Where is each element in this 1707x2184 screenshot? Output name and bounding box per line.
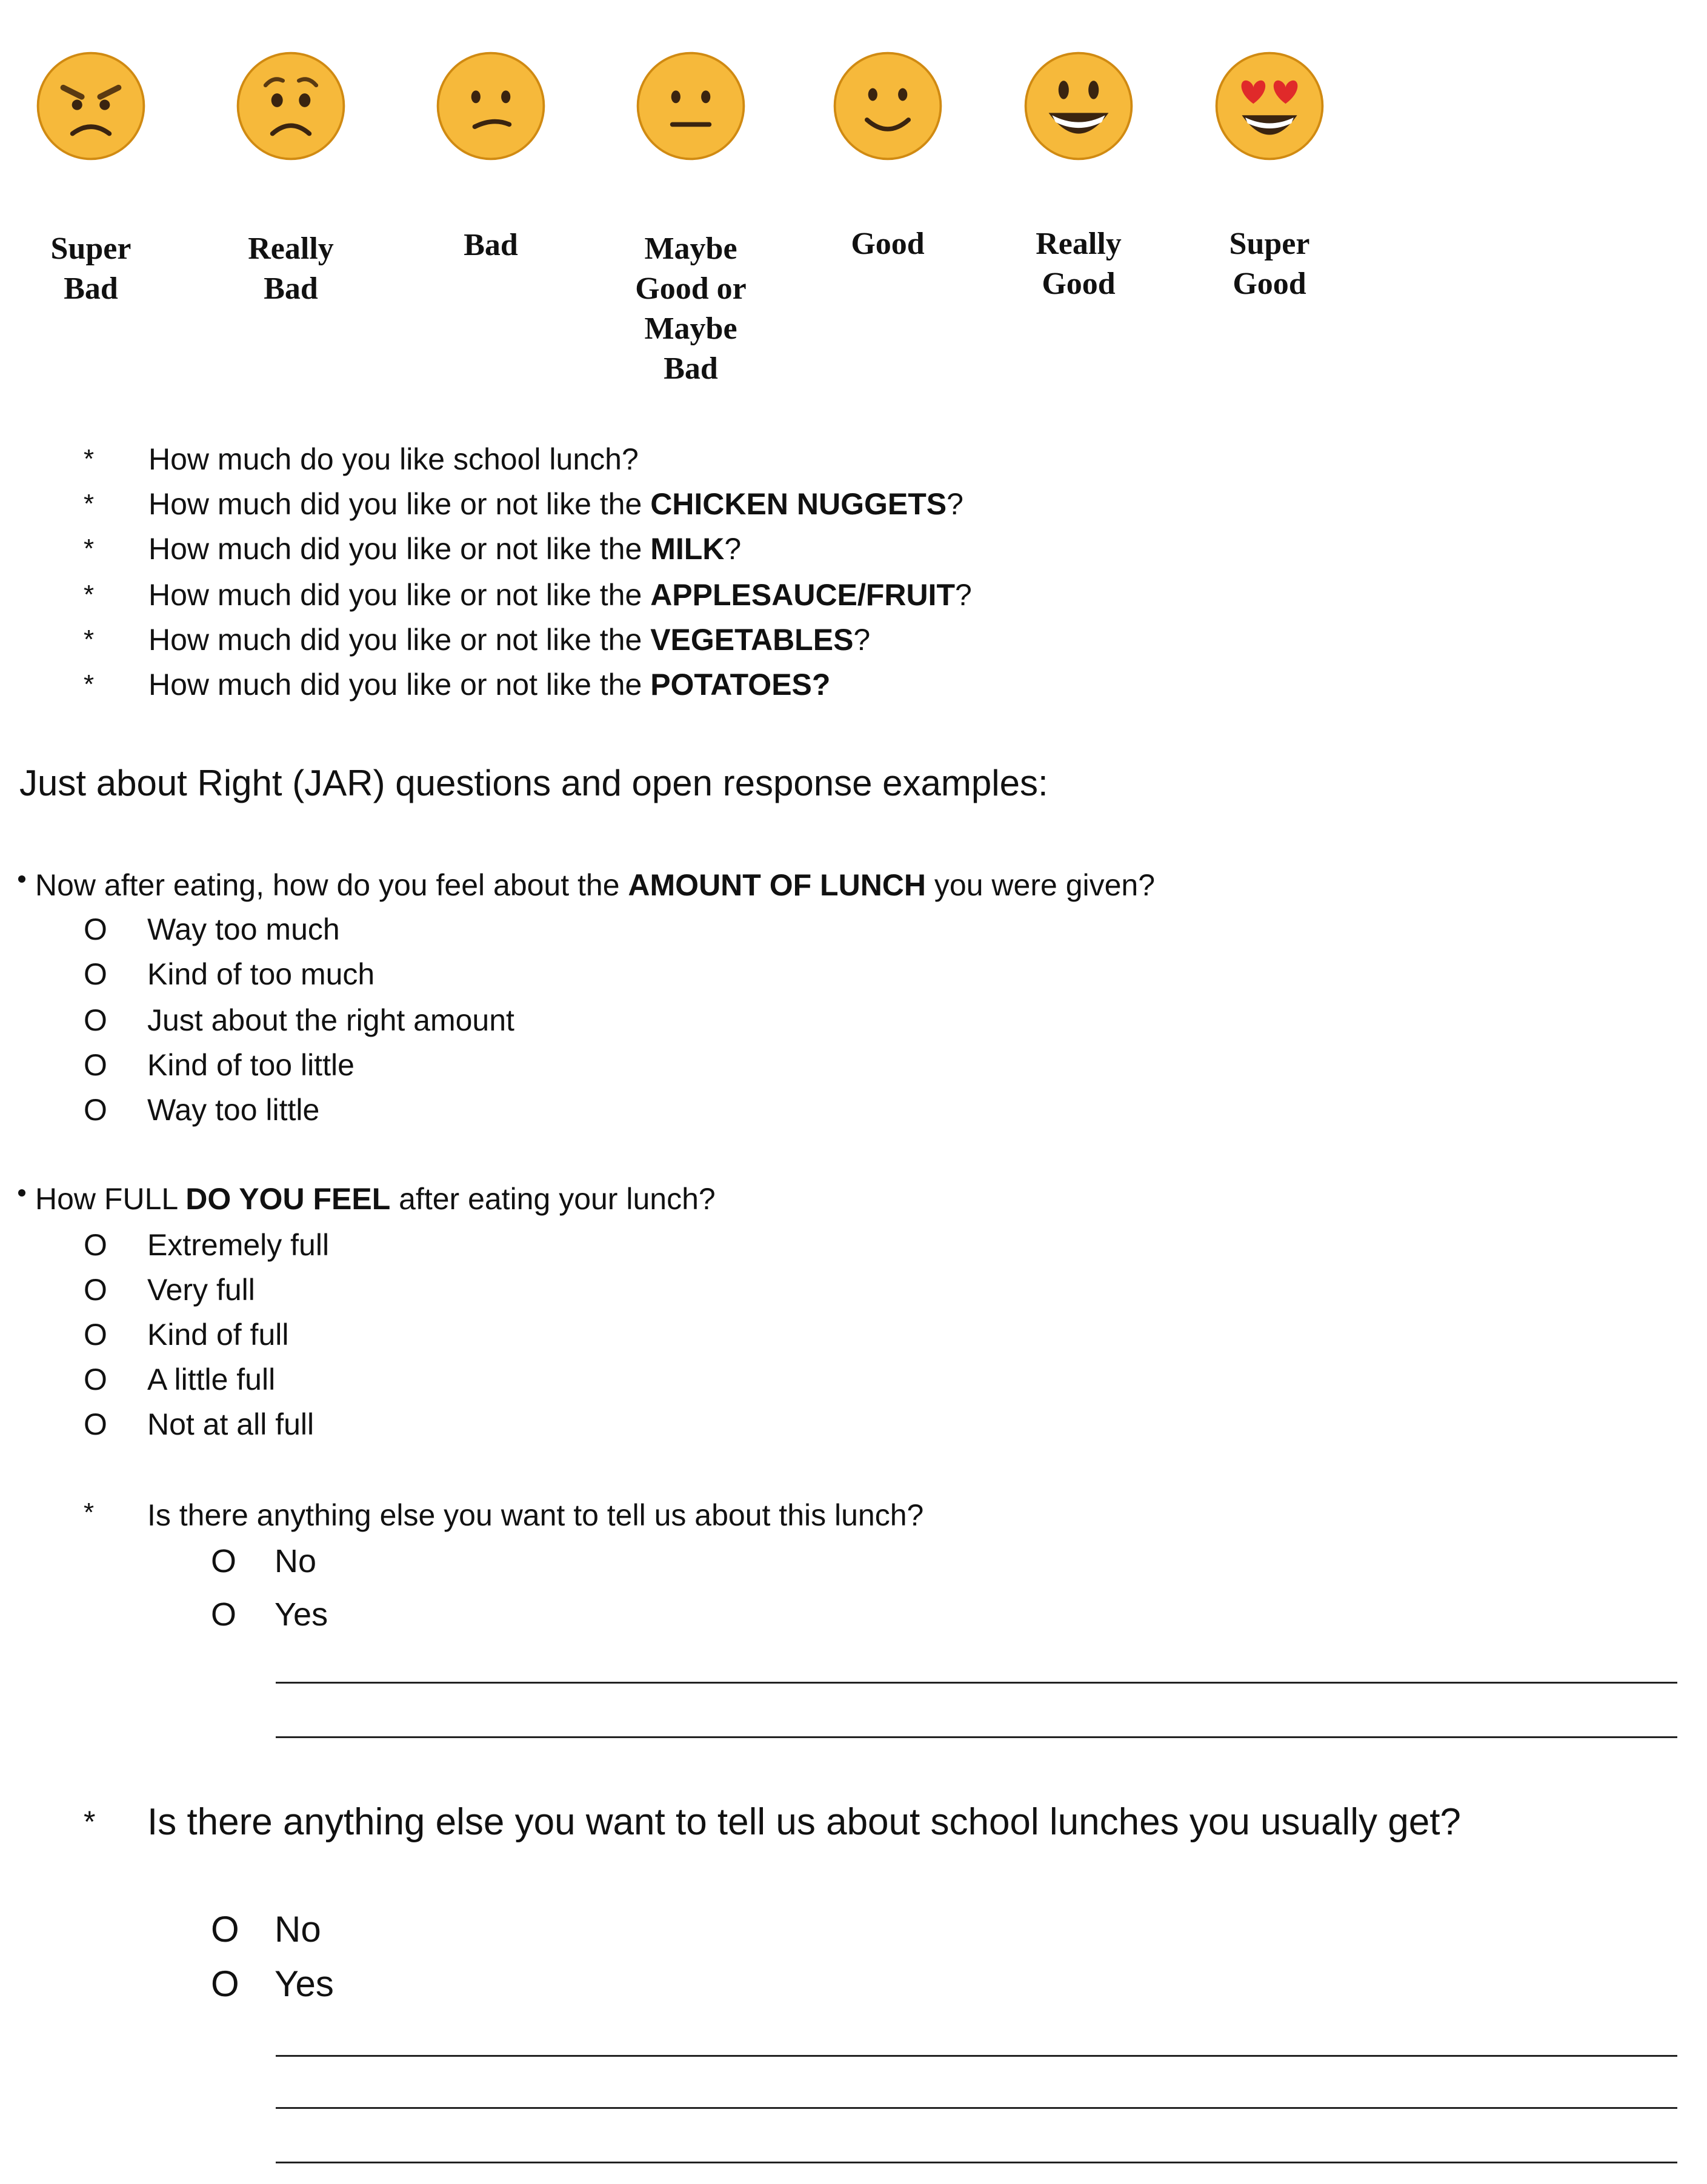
- response-line[interactable]: [276, 2162, 1677, 2163]
- question-item: POTATOES?: [650, 668, 831, 702]
- asterisk-bullet-icon: *: [84, 444, 95, 474]
- asterisk-bullet-icon: *: [84, 1498, 95, 1527]
- face-label: Really Bad: [248, 231, 334, 306]
- option-label: Kind of too little: [147, 1048, 354, 1082]
- face-label: Really Good: [1036, 227, 1122, 301]
- option-label: Way too little: [147, 1093, 320, 1127]
- option-label: Very full: [147, 1273, 255, 1307]
- radio-option-no[interactable]: [211, 1908, 453, 1951]
- question-suffix: ?: [853, 623, 871, 657]
- face-label: Super Good: [1229, 227, 1310, 301]
- radio-circle-icon[interactable]: O: [211, 1909, 239, 1950]
- option-label: No: [275, 1543, 317, 1579]
- question-usual-lunches: [84, 1801, 1659, 1849]
- asterisk-bullet-icon: *: [84, 625, 95, 654]
- question-item: VEGETABLES: [650, 623, 854, 657]
- face-label: Bad: [464, 228, 518, 262]
- radio-option-not-at-all-full[interactable]: [84, 1407, 629, 1443]
- section-title: Just about Right (JAR) questions and open response examples:: [19, 763, 1048, 803]
- question-suffix: after eating your lunch?: [390, 1182, 716, 1216]
- option-label: Extremely full: [147, 1228, 330, 1262]
- radio-circle-icon[interactable]: O: [84, 1363, 107, 1396]
- option-label: Kind of too much: [147, 957, 375, 991]
- radio-option-extremely-full[interactable]: [84, 1227, 629, 1264]
- heart-eyes-face-icon: [1212, 48, 1327, 164]
- radio-option-very-full[interactable]: [84, 1272, 629, 1309]
- option-label: Yes: [275, 1596, 328, 1633]
- option-label: No: [275, 1909, 321, 1950]
- question-suffix: ?: [724, 532, 742, 566]
- option-label: Kind of full: [147, 1318, 289, 1352]
- question-emphasis: DO YOU FEEL: [185, 1182, 391, 1216]
- radio-option-no[interactable]: [211, 1542, 453, 1579]
- radio-circle-icon[interactable]: O: [84, 1273, 107, 1307]
- radio-circle-icon[interactable]: O: [84, 1003, 107, 1037]
- option-label: Way too much: [147, 912, 340, 946]
- response-line[interactable]: [276, 2107, 1677, 2109]
- radio-circle-icon[interactable]: O: [84, 1228, 107, 1262]
- option-label: Yes: [275, 1963, 334, 2004]
- radio-option-kind-of-full[interactable]: [84, 1317, 629, 1353]
- option-label: Not at all full: [147, 1407, 314, 1441]
- radio-option-a-little-full[interactable]: [84, 1362, 629, 1398]
- bullet-dot-icon: [18, 875, 25, 883]
- question-item: MILK: [650, 532, 725, 566]
- question-text: How much did you like or not like the: [148, 668, 651, 702]
- radio-option-way-too-much[interactable]: [84, 912, 629, 948]
- question-text: Is there anything else you want to tell us about school lunches you usually get?: [147, 1801, 1461, 1843]
- face-label: Super Bad: [50, 231, 131, 306]
- face-label: Good: [851, 227, 925, 261]
- question-text: How much did you like or not like the: [148, 487, 651, 521]
- radio-circle-icon[interactable]: O: [84, 1093, 107, 1127]
- radio-circle-icon[interactable]: O: [84, 957, 107, 991]
- radio-option-kind-of-too-little[interactable]: [84, 1047, 629, 1084]
- response-line[interactable]: [276, 2055, 1677, 2057]
- radio-option-way-too-little[interactable]: [84, 1092, 629, 1129]
- asterisk-bullet-icon: *: [84, 669, 95, 699]
- asterisk-bullet-icon: *: [84, 489, 95, 519]
- question-item: APPLESAUCE/FRUIT: [650, 578, 955, 612]
- radio-circle-icon[interactable]: O: [84, 1318, 107, 1352]
- radio-circle-icon[interactable]: O: [84, 1407, 107, 1441]
- question-text: How much did you like or not like the: [148, 623, 651, 657]
- question-text: Now after eating, how do you feel about the: [35, 868, 628, 902]
- radio-option-just-right[interactable]: [84, 1003, 629, 1039]
- question-suffix: ?: [947, 487, 963, 521]
- radio-option-yes[interactable]: [211, 1596, 453, 1632]
- radio-circle-icon[interactable]: O: [211, 1596, 237, 1633]
- radio-circle-icon[interactable]: O: [211, 1963, 239, 2004]
- question-suffix: ?: [955, 578, 972, 612]
- response-line[interactable]: [276, 1682, 1677, 1684]
- asterisk-bullet-icon: *: [84, 580, 95, 609]
- radio-option-yes[interactable]: [211, 1963, 453, 2005]
- face-label: Maybe Good or Maybe Bad: [635, 231, 747, 386]
- radio-circle-icon[interactable]: O: [84, 1048, 107, 1082]
- question-text: How FULL: [35, 1182, 186, 1216]
- question-text: How much do you like school lunch?: [148, 442, 639, 476]
- question-emphasis: AMOUNT OF LUNCH: [628, 868, 927, 902]
- question-suffix: you were given?: [926, 868, 1156, 902]
- question-this-lunch: [84, 1498, 1296, 1534]
- response-line[interactable]: [276, 1736, 1677, 1738]
- asterisk-bullet-icon: *: [84, 534, 95, 563]
- radio-circle-icon[interactable]: O: [211, 1543, 237, 1579]
- question-fullness: [18, 1181, 716, 1216]
- radio-option-kind-of-too-much[interactable]: [84, 957, 629, 993]
- asterisk-bullet-icon: *: [84, 1805, 96, 1839]
- option-label: A little full: [147, 1363, 276, 1396]
- question-item: CHICKEN NUGGETS: [650, 487, 947, 521]
- question-text: Is there anything else you want to tell us about this lunch?: [147, 1498, 924, 1532]
- bullet-dot-icon: [18, 1189, 25, 1197]
- option-label: Just about the right amount: [147, 1003, 514, 1037]
- liking-questions: [0, 0, 1212, 727]
- question-amount: [18, 868, 1155, 903]
- question-text: How much did you like or not like the: [148, 578, 651, 612]
- question-text: How much did you like or not like the: [148, 532, 651, 566]
- radio-circle-icon[interactable]: O: [84, 912, 107, 946]
